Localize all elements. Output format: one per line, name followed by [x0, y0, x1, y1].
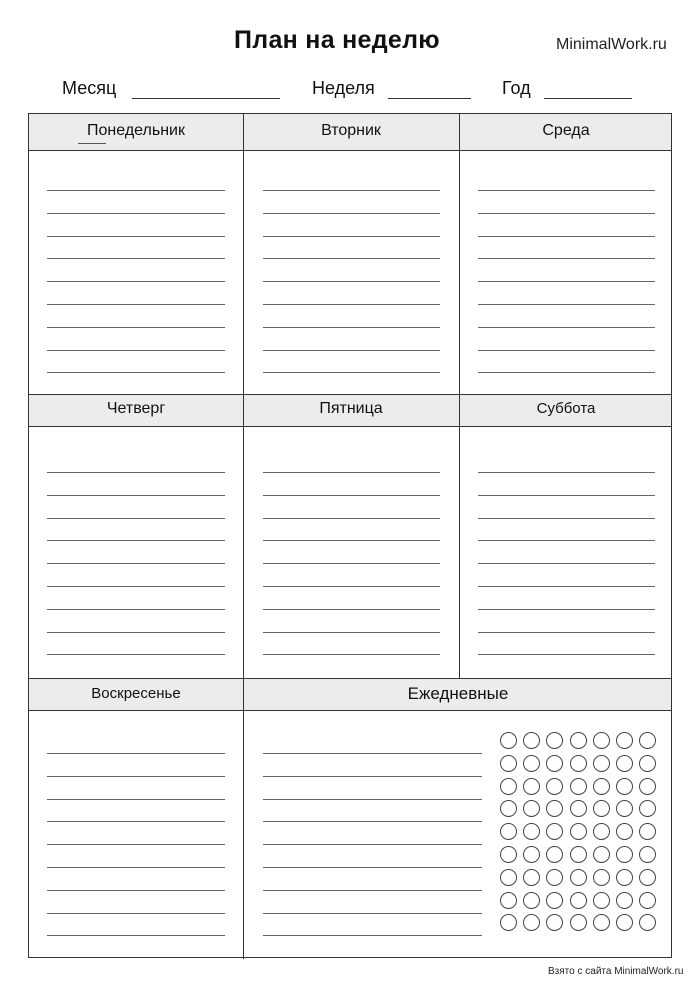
habit-checkbox[interactable] — [546, 800, 563, 817]
habit-checkbox[interactable] — [500, 755, 517, 772]
habit-checkbox[interactable] — [523, 914, 540, 931]
day-header-sunday: Воскресенье — [91, 685, 181, 702]
friday-writing-line[interactable] — [263, 632, 440, 633]
habit-checkbox[interactable] — [616, 800, 633, 817]
monday-writing-line[interactable] — [47, 281, 225, 282]
habit-checkbox[interactable] — [616, 846, 633, 863]
day-header-friday: Пятница — [319, 400, 383, 417]
habit-checkbox[interactable] — [593, 869, 610, 886]
tuesday-writing-line[interactable] — [263, 350, 440, 351]
habit-checkbox[interactable] — [570, 892, 587, 909]
monday-writing-line[interactable] — [47, 350, 225, 351]
sunday-writing-line[interactable] — [47, 913, 225, 914]
habit-checkbox[interactable] — [593, 846, 610, 863]
habit-checkbox[interactable] — [639, 732, 656, 749]
sunday-writing-line[interactable] — [47, 776, 225, 777]
habit-checkbox[interactable] — [500, 800, 517, 817]
saturday-writing-line[interactable] — [478, 472, 655, 473]
tuesday-writing-line[interactable] — [263, 281, 440, 282]
habit-checkbox[interactable] — [500, 869, 517, 886]
sunday-writing-line[interactable] — [47, 844, 225, 845]
habit-checkbox[interactable] — [500, 846, 517, 863]
daily-writing-line[interactable] — [263, 776, 482, 777]
friday-writing-line[interactable] — [263, 540, 440, 541]
daily-writing-line[interactable] — [263, 913, 482, 914]
friday-writing-line[interactable] — [263, 654, 440, 655]
monday-writing-line[interactable] — [47, 190, 225, 191]
habit-checkbox[interactable] — [570, 800, 587, 817]
habit-checkbox[interactable] — [546, 846, 563, 863]
habit-checkbox[interactable] — [523, 778, 540, 795]
habit-checkbox[interactable] — [639, 846, 656, 863]
tuesday-writing-line[interactable] — [263, 327, 440, 328]
daily-writing-line[interactable] — [263, 935, 482, 936]
habit-checkbox[interactable] — [523, 846, 540, 863]
sunday-writing-line[interactable] — [47, 935, 225, 936]
habit-checkbox[interactable] — [616, 914, 633, 931]
sunday-writing-line[interactable] — [47, 890, 225, 891]
tuesday-writing-line[interactable] — [263, 213, 440, 214]
habit-checkbox[interactable] — [570, 914, 587, 931]
wednesday-writing-line[interactable] — [478, 304, 655, 305]
thursday-writing-line[interactable] — [47, 632, 225, 633]
day-header-tuesday: Вторник — [321, 122, 381, 139]
daily-writing-line[interactable] — [263, 867, 482, 868]
habit-checkbox[interactable] — [500, 823, 517, 840]
habit-checkbox[interactable] — [570, 732, 587, 749]
monday-writing-line[interactable] — [47, 327, 225, 328]
friday-writing-line[interactable] — [263, 472, 440, 473]
thursday-writing-line[interactable] — [47, 540, 225, 541]
habit-checkbox[interactable] — [500, 914, 517, 931]
saturday-writing-line[interactable] — [478, 609, 655, 610]
habit-checkbox[interactable] — [500, 778, 517, 795]
habit-checkbox[interactable] — [570, 823, 587, 840]
month-label: Месяц — [62, 78, 117, 98]
wednesday-writing-line[interactable] — [478, 350, 655, 351]
daily-writing-line[interactable] — [263, 821, 482, 822]
wednesday-writing-line[interactable] — [478, 236, 655, 237]
daily-header: Ежедневные — [407, 684, 509, 703]
saturday-writing-line[interactable] — [478, 518, 655, 519]
thursday-writing-line[interactable] — [47, 472, 225, 473]
week-label: Неделя — [312, 78, 375, 98]
thursday-writing-line[interactable] — [47, 586, 225, 587]
thursday-writing-line[interactable] — [47, 609, 225, 610]
page-title: План на неделю — [234, 26, 440, 54]
thursday-writing-line[interactable] — [47, 518, 225, 519]
habit-checkbox[interactable] — [639, 778, 656, 795]
habit-checkbox[interactable] — [523, 823, 540, 840]
habit-checkbox[interactable] — [639, 914, 656, 931]
habit-checkbox[interactable] — [593, 755, 610, 772]
habit-checkbox[interactable] — [593, 914, 610, 931]
habit-checkbox[interactable] — [639, 755, 656, 772]
saturday-writing-line[interactable] — [478, 563, 655, 564]
day-header-monday: Понедельник — [87, 122, 185, 139]
divider-v2 — [459, 114, 460, 678]
monday-writing-line[interactable] — [47, 304, 225, 305]
habit-checkbox[interactable] — [616, 823, 633, 840]
monday-writing-line[interactable] — [47, 213, 225, 214]
thursday-writing-line[interactable] — [47, 495, 225, 496]
daily-writing-line[interactable] — [263, 753, 482, 754]
sunday-writing-line[interactable] — [47, 867, 225, 868]
habit-checkbox[interactable] — [593, 732, 610, 749]
habit-checkbox[interactable] — [616, 869, 633, 886]
habit-checkbox[interactable] — [639, 823, 656, 840]
habit-checkbox[interactable] — [523, 869, 540, 886]
tuesday-writing-line[interactable] — [263, 236, 440, 237]
habit-checkbox[interactable] — [616, 778, 633, 795]
habit-checkbox[interactable] — [500, 892, 517, 909]
friday-writing-line[interactable] — [263, 609, 440, 610]
habit-checkbox[interactable] — [546, 869, 563, 886]
monday-underline-mark — [78, 143, 106, 144]
tuesday-writing-line[interactable] — [263, 304, 440, 305]
sunday-writing-line[interactable] — [47, 821, 225, 822]
year-field[interactable] — [544, 98, 632, 99]
saturday-writing-line[interactable] — [478, 540, 655, 541]
habit-checkbox[interactable] — [523, 800, 540, 817]
habit-checkbox[interactable] — [570, 846, 587, 863]
habit-checkbox[interactable] — [546, 914, 563, 931]
wednesday-writing-line[interactable] — [478, 258, 655, 259]
habit-checkbox[interactable] — [546, 755, 563, 772]
week-field[interactable] — [388, 98, 471, 99]
habit-checkbox[interactable] — [523, 892, 540, 909]
wednesday-writing-line[interactable] — [478, 372, 655, 373]
thursday-writing-line[interactable] — [47, 563, 225, 564]
friday-writing-line[interactable] — [263, 563, 440, 564]
saturday-writing-line[interactable] — [478, 632, 655, 633]
habit-checkbox[interactable] — [593, 778, 610, 795]
footer-credit: Взято с сайта MinimalWork.ru — [548, 966, 684, 977]
day-header-thursday: Четверг — [106, 400, 166, 417]
wednesday-writing-line[interactable] — [478, 190, 655, 191]
habit-checkbox[interactable] — [639, 869, 656, 886]
monday-writing-line[interactable] — [47, 372, 225, 373]
tuesday-writing-line[interactable] — [263, 190, 440, 191]
friday-writing-line[interactable] — [263, 518, 440, 519]
wednesday-writing-line[interactable] — [478, 281, 655, 282]
thursday-writing-line[interactable] — [47, 654, 225, 655]
habit-checkbox[interactable] — [523, 732, 540, 749]
wednesday-writing-line[interactable] — [478, 213, 655, 214]
tuesday-writing-line[interactable] — [263, 258, 440, 259]
friday-writing-line[interactable] — [263, 586, 440, 587]
habit-checkbox[interactable] — [616, 892, 633, 909]
saturday-writing-line[interactable] — [478, 586, 655, 587]
habit-checkbox[interactable] — [523, 755, 540, 772]
habit-checkbox[interactable] — [570, 778, 587, 795]
brand-text: MinimalWork.ru — [556, 36, 667, 53]
year-label: Год — [502, 78, 531, 98]
habit-checkbox[interactable] — [500, 732, 517, 749]
friday-writing-line[interactable] — [263, 495, 440, 496]
habit-checkbox[interactable] — [593, 892, 610, 909]
habit-checkbox[interactable] — [639, 800, 656, 817]
monday-writing-line[interactable] — [47, 258, 225, 259]
saturday-writing-line[interactable] — [478, 654, 655, 655]
daily-writing-line[interactable] — [263, 844, 482, 845]
habit-checkbox[interactable] — [570, 869, 587, 886]
habit-checkbox[interactable] — [546, 732, 563, 749]
planner-grid — [28, 113, 672, 958]
divider-v1 — [243, 114, 244, 959]
habit-checkbox[interactable] — [593, 823, 610, 840]
habit-checkbox[interactable] — [546, 823, 563, 840]
habit-checkbox[interactable] — [546, 778, 563, 795]
daily-writing-line[interactable] — [263, 799, 482, 800]
tuesday-writing-line[interactable] — [263, 372, 440, 373]
monday-writing-line[interactable] — [47, 236, 225, 237]
habit-checkbox[interactable] — [546, 892, 563, 909]
sunday-writing-line[interactable] — [47, 753, 225, 754]
day-header-saturday: Суббота — [536, 400, 596, 417]
daily-writing-line[interactable] — [263, 890, 482, 891]
saturday-writing-line[interactable] — [478, 495, 655, 496]
day-header-wednesday: Среда — [542, 122, 590, 139]
habit-checkbox[interactable] — [616, 755, 633, 772]
habit-checkbox[interactable] — [593, 800, 610, 817]
habit-checkbox[interactable] — [639, 892, 656, 909]
sunday-writing-line[interactable] — [47, 799, 225, 800]
habit-checkbox[interactable] — [570, 755, 587, 772]
wednesday-writing-line[interactable] — [478, 327, 655, 328]
month-field[interactable] — [132, 98, 280, 99]
habit-checkbox[interactable] — [616, 732, 633, 749]
